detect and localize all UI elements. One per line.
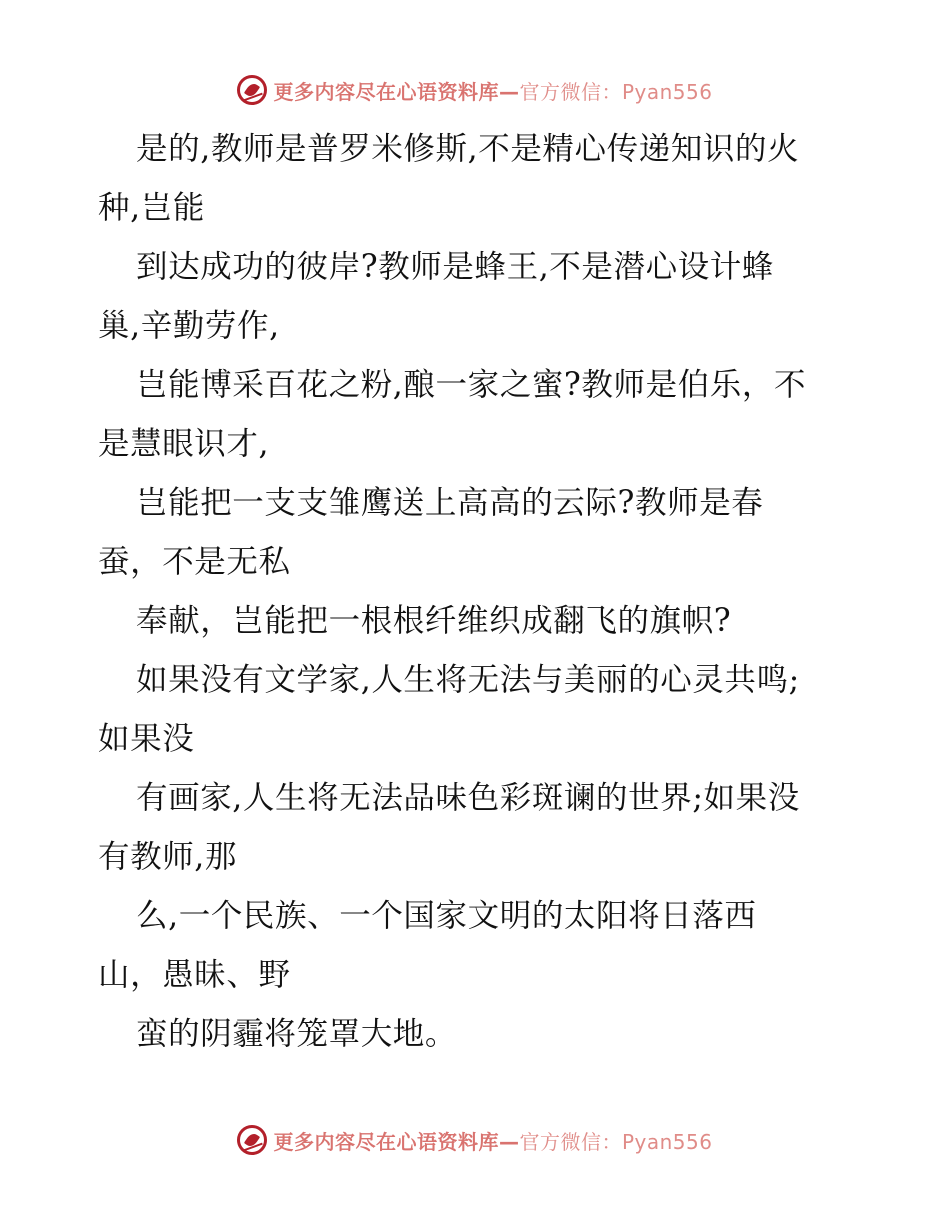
text-line: 如果没有文学家,人生将无法与美丽的心灵共鸣; [136,662,800,698]
text-line: 是慧眼识才, [98,426,270,462]
text-line: 有教师,那 [98,839,238,875]
footer-watermark [0,1120,950,1160]
document-body [98,120,858,1064]
text-line: 到达成功的彼岸?教师是蜂王,不是潜心设计蜂 [136,249,775,285]
text-line: 么,一个民族、一个国家文明的太阳将日落西 [136,898,757,934]
header-banner-separator: — [498,79,520,104]
footer-wechat-text: 官方微信：Pyan556 [519,1129,713,1154]
text-line: 蛮的阴霾将笼罩大地。 [136,1016,458,1052]
text-line: 种,岂能 [98,190,205,226]
header-watermark [0,70,950,110]
text-line: 岂能把一支支雏鹰送上高高的云际?教师是春 [136,485,764,521]
text-line: 有画家,人生将无法品味色彩斑谰的世界;如果没 [136,780,800,816]
footer-banner [273,1126,712,1155]
text-line: 岂能博采百花之粉,酿一家之蜜?教师是伯乐，不 [136,367,807,403]
header-banner-text: 更多内容尽在心语资料库 [273,79,499,104]
header-wechat-text: 官方微信：Pyan556 [519,79,713,104]
footer-banner-separator: — [498,1129,520,1154]
text-line: 如果没 [98,721,195,757]
text-line: 巢,辛勤劳作, [98,308,280,344]
text-line: 奉献，岂能把一根根纤维织成翻飞的旗帜? [136,603,732,639]
pen-logo-icon [237,75,267,105]
text-line: 是的,教师是普罗米修斯,不是精心传递知识的火 [136,131,800,167]
header-banner [273,76,712,105]
text-line: 山，愚昧、野 [98,957,291,993]
footer-banner-text: 更多内容尽在心语资料库 [273,1129,499,1154]
pen-logo-icon [237,1125,267,1155]
text-line: 蚕，不是无私 [98,544,291,580]
